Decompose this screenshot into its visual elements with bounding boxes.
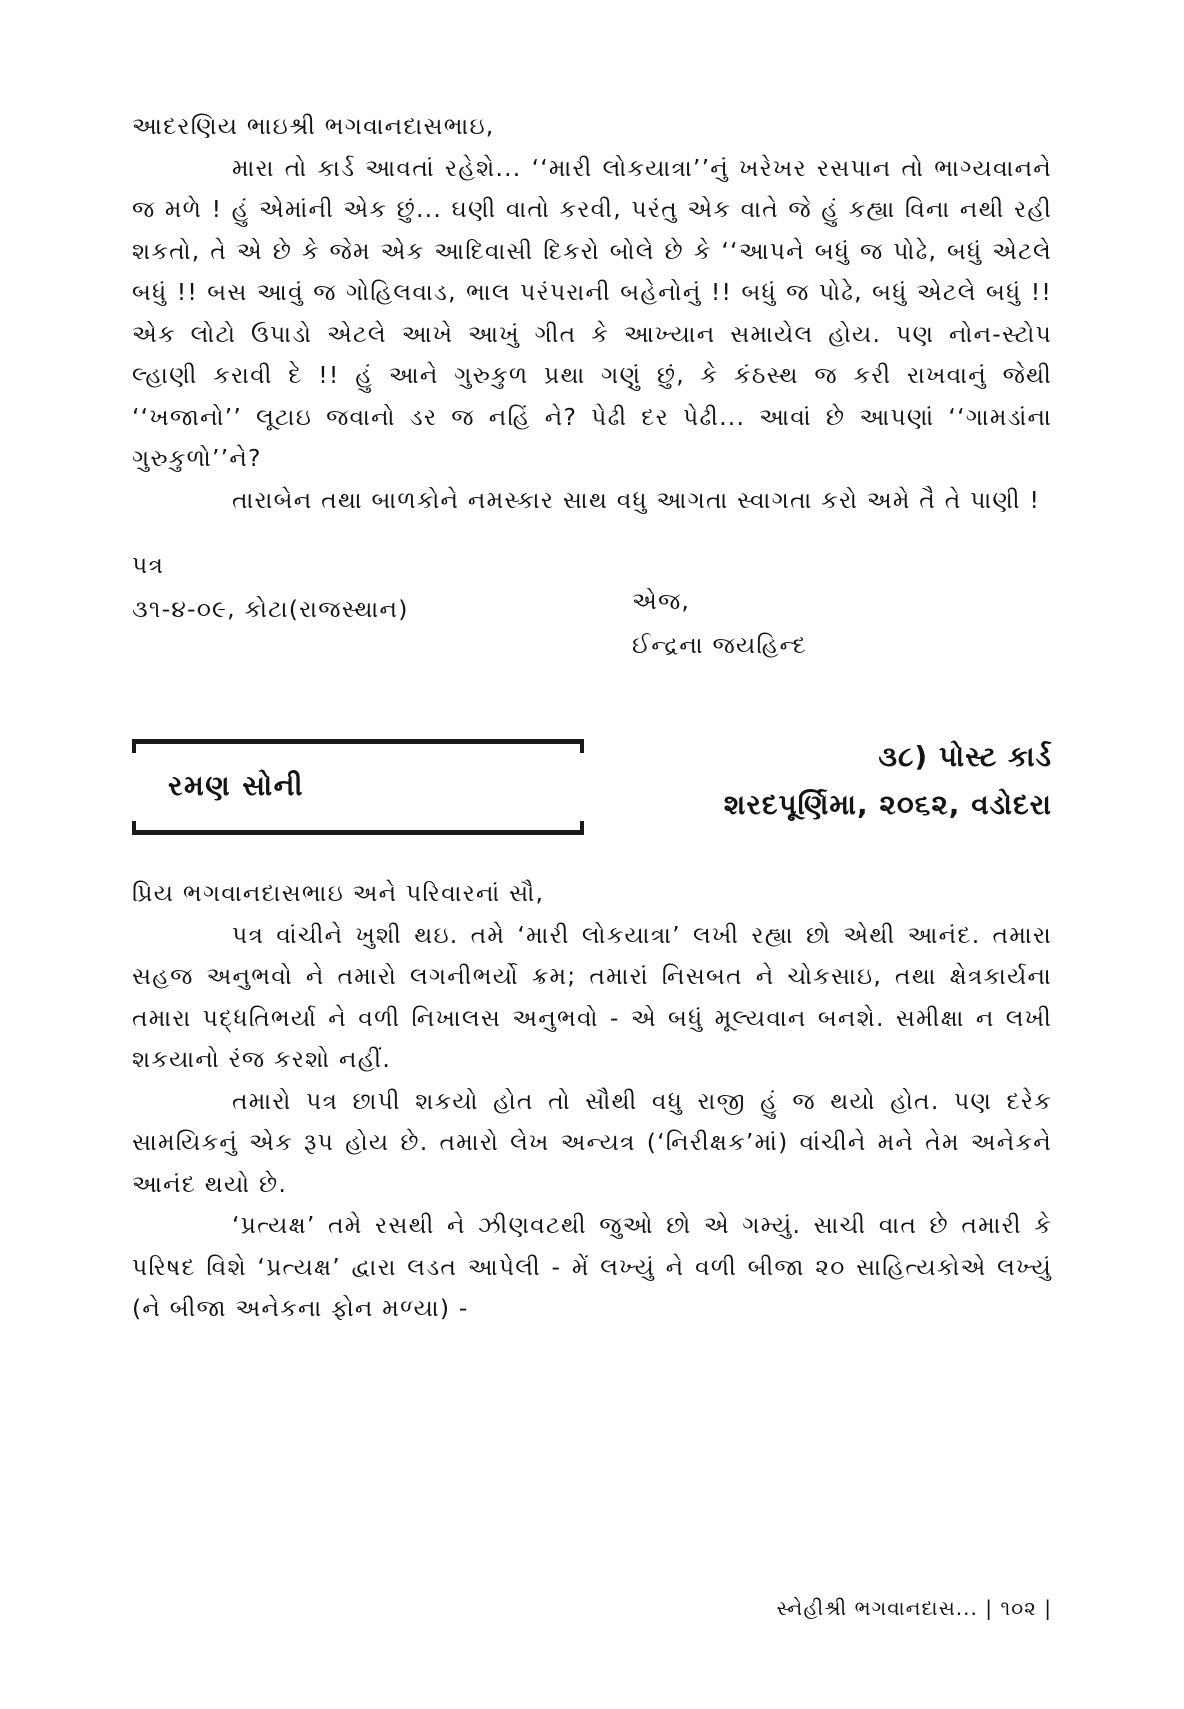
box-rule-top [132, 739, 584, 744]
letter2-paragraph-1: પત્ર વાંચીને ખુશી થઇ. તમે ‘મારી લોકયાત્રા’ લખી રહ્યા છો એથી આનંદ. તમારા સહજ અનુભવો ને તમારો લગનીભર્યો ક્રમ; તમારાં નિસબત ને ચોકસાઇ, તથા ક્ષેત્રકાર્યના તમારા પદ્ધતિભર્યા ને વળી નિખાલસ અનુભવો - એ બધું મૂલ્યવાન બનશે. સમીક્ષા ન લખી શકયાનો રંજ કરશો નહીં. [132, 920, 1052, 1073]
letter2-salutation: પ્રિય ભગવાનદાસભાઇ અને પરિવારનાં સૌ, [132, 879, 545, 907]
letter1-salutation: આદરણિય ભાઇશ્રી ભગવાનદાસભાઇ, [132, 112, 495, 140]
letter1-footer-left [132, 543, 409, 631]
box-rule-bottom [132, 830, 584, 835]
letter1-footer [132, 543, 1052, 693]
letter1-paragraph-2: તારાબેન તથા બાળકોને નમસ્કાર સાથ વધુ આગતા સ્વાગતા કરો અમે તૈ તે પાણી ! [232, 485, 1041, 514]
page-number: | ૧૦૨ | [985, 1596, 1052, 1620]
letter-heading [724, 733, 1052, 829]
author-name-box [132, 739, 584, 835]
letter1-signoff [632, 579, 807, 667]
letter1-closing: એજ, [632, 587, 691, 615]
letter-type: પત્ર [132, 551, 165, 579]
letter2-paragraph-2: તમારો પત્ર છાપી શકયો હોત તો સૌથી વધુ રાજી હું જ થયો હોત. પણ દરેક સામયિકનું એક રૂપ હોય છે. તમારો લેખ અન્યત્ર (‘નિરીક્ષક’માં) વાંચીને મને તેમ અનેકને આનંદ થયો છે. [132, 1086, 1052, 1198]
page-body [132, 106, 1052, 1330]
letter1-paragraph-1: મારા તો કાર્ડ આવતાં રહેશે... ‘‘મારી લોકયાત્રા’’નું ખરેખર રસપાન તો ભાગ્યવાનને જ મળે ! હું એમાંની એક છું... ઘણી વાતો કરવી, પરંતુ એક વાતે જે હું કહ્યા વિના નથી રહી શકતો, તે એ છે કે જેમ એક આદિવાસી દિકરો બોલે છે કે ‘‘આપને બધું જ પોઢે, બધું એટલે બધું !! બસ આવું જ ગોહિલવાડ, ભાલ પરંપરાની બહેનોનું !! બધું જ પોઢે, બધું એટલે બધું !! એક લોટો ઉપાડો એટલે આખે આખું ગીત કે આખ્યાન સમાયેલ હોય. પણ નોન-સ્ટોપ લ્હાણી કરાવી દે !! હું આને ગુરુકુળ પ્રથા ગણું છું, કે કંઠસ્થ જ કરી રાખવાનું જેથી ‘‘ખજાનો’’ લૂટાઇ જવાનો ડર જ નહિં ને? પેઢી દર પેઢી... આવાં છે આપણાં ‘‘ગામડાંના ગુરુકુળો’’ને? [132, 153, 1052, 472]
letter1-signature: ઈન્દ્રના જયહિન્દ [632, 631, 807, 659]
letter1-date-place: ૩૧-૪-૦૯, કોટા(રાજસ્થાન) [132, 595, 409, 623]
running-title: સ્નેહીશ્રી ભગવાનદાસ... [776, 1596, 978, 1620]
box-corner [132, 739, 136, 753]
letter2-date-place: શરદપૂર્ણિમા, ૨૦૬૨, વડોદરા [723, 788, 1052, 821]
letter2-paragraph-3: ‘પ્રત્યક્ષ’ તમે રસથી ને ઝીણવટથી જુઓ છો એ ગમ્યું. સાચી વાત છે તમારી કે પરિષદ વિશે ‘પ્રત્યક્ષ’ દ્વારા લડત આપેલી - મેં લખ્યું ને વળી બીજા ૨૦ સાહિત્યકોએ લખ્યું (ને બીજા અનેકના ફોન મળ્યા) - [132, 1211, 1052, 1322]
page-footer [777, 1596, 1052, 1620]
section-header [132, 733, 1052, 845]
box-corner [580, 739, 584, 753]
author-name: રમણ સોની [168, 769, 304, 802]
letter-number-type: ૩૮) પોસ્ટ કાર્ડ [878, 740, 1052, 773]
